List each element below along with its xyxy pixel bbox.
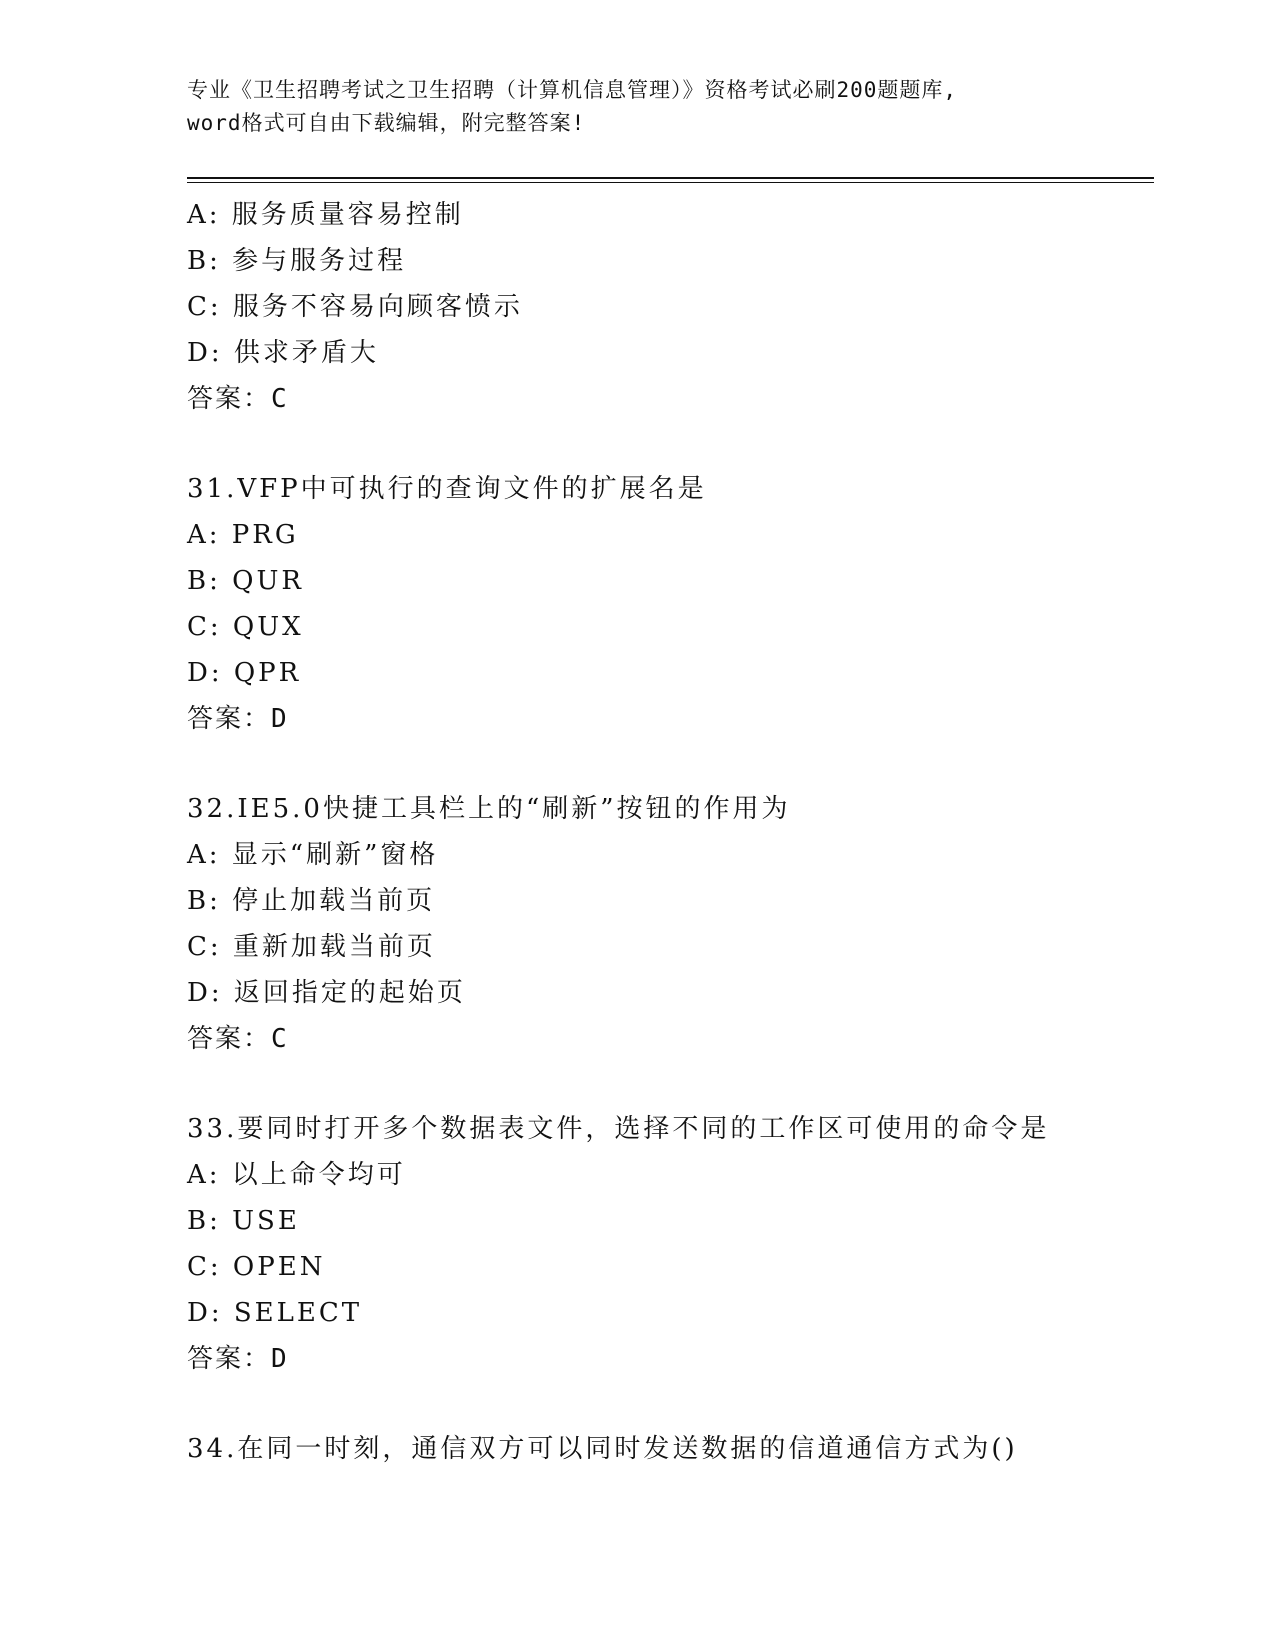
option-c: C: QUX xyxy=(187,612,304,642)
header-line-1: 专业《卫生招聘考试之卫生招聘（计算机信息管理）》资格考试必刷200题题库, xyxy=(187,78,958,102)
question-30-block xyxy=(187,192,1147,422)
option-a: A: 显示“刷新”窗格 xyxy=(187,840,439,870)
option-c: C: 服务不容易向顾客愤示 xyxy=(187,292,523,322)
question-31-block xyxy=(187,466,1147,742)
option-d: D: 返回指定的起始页 xyxy=(187,978,466,1008)
option-c: C: OPEN xyxy=(187,1252,326,1282)
answer-line: 答案：D xyxy=(187,704,289,734)
option-a: A: 以上命令均可 xyxy=(187,1160,406,1190)
option-c: C: 重新加载当前页 xyxy=(187,932,436,962)
header-line-2: word格式可自由下载编辑，附完整答案! xyxy=(187,111,586,135)
answer-line: 答案：D xyxy=(187,1344,289,1374)
answer-line: 答案：C xyxy=(187,384,289,414)
question-text: 32.IE5.0快捷工具栏上的“刷新”按钮的作用为 xyxy=(187,794,791,824)
question-34-block xyxy=(187,1426,1147,1472)
answer-line: 答案：C xyxy=(187,1024,289,1054)
question-text: 33.要同时打开多个数据表文件，选择不同的工作区可使用的命令是 xyxy=(187,1114,1050,1144)
question-text: 31.VFP中可执行的查询文件的扩展名是 xyxy=(187,474,707,504)
document-header xyxy=(187,74,1087,140)
option-d: D: 供求矛盾大 xyxy=(187,338,379,368)
question-text: 34.在同一时刻，通信双方可以同时发送数据的信道通信方式为() xyxy=(187,1434,1018,1464)
option-d: D: SELECT xyxy=(187,1298,363,1328)
option-b: B: 参与服务过程 xyxy=(187,246,407,276)
option-d: D: QPR xyxy=(187,658,302,688)
option-a: A: 服务质量容易控制 xyxy=(187,200,464,230)
question-32-block xyxy=(187,786,1147,1062)
option-a: A: PRG xyxy=(187,520,299,550)
option-b: B: USE xyxy=(187,1206,300,1236)
option-b: B: QUR xyxy=(187,566,304,596)
question-list xyxy=(187,192,1147,1472)
option-b: B: 停止加载当前页 xyxy=(187,886,436,916)
header-divider-thin xyxy=(187,182,1154,183)
question-33-block xyxy=(187,1106,1147,1382)
header-divider-thick xyxy=(187,177,1154,179)
